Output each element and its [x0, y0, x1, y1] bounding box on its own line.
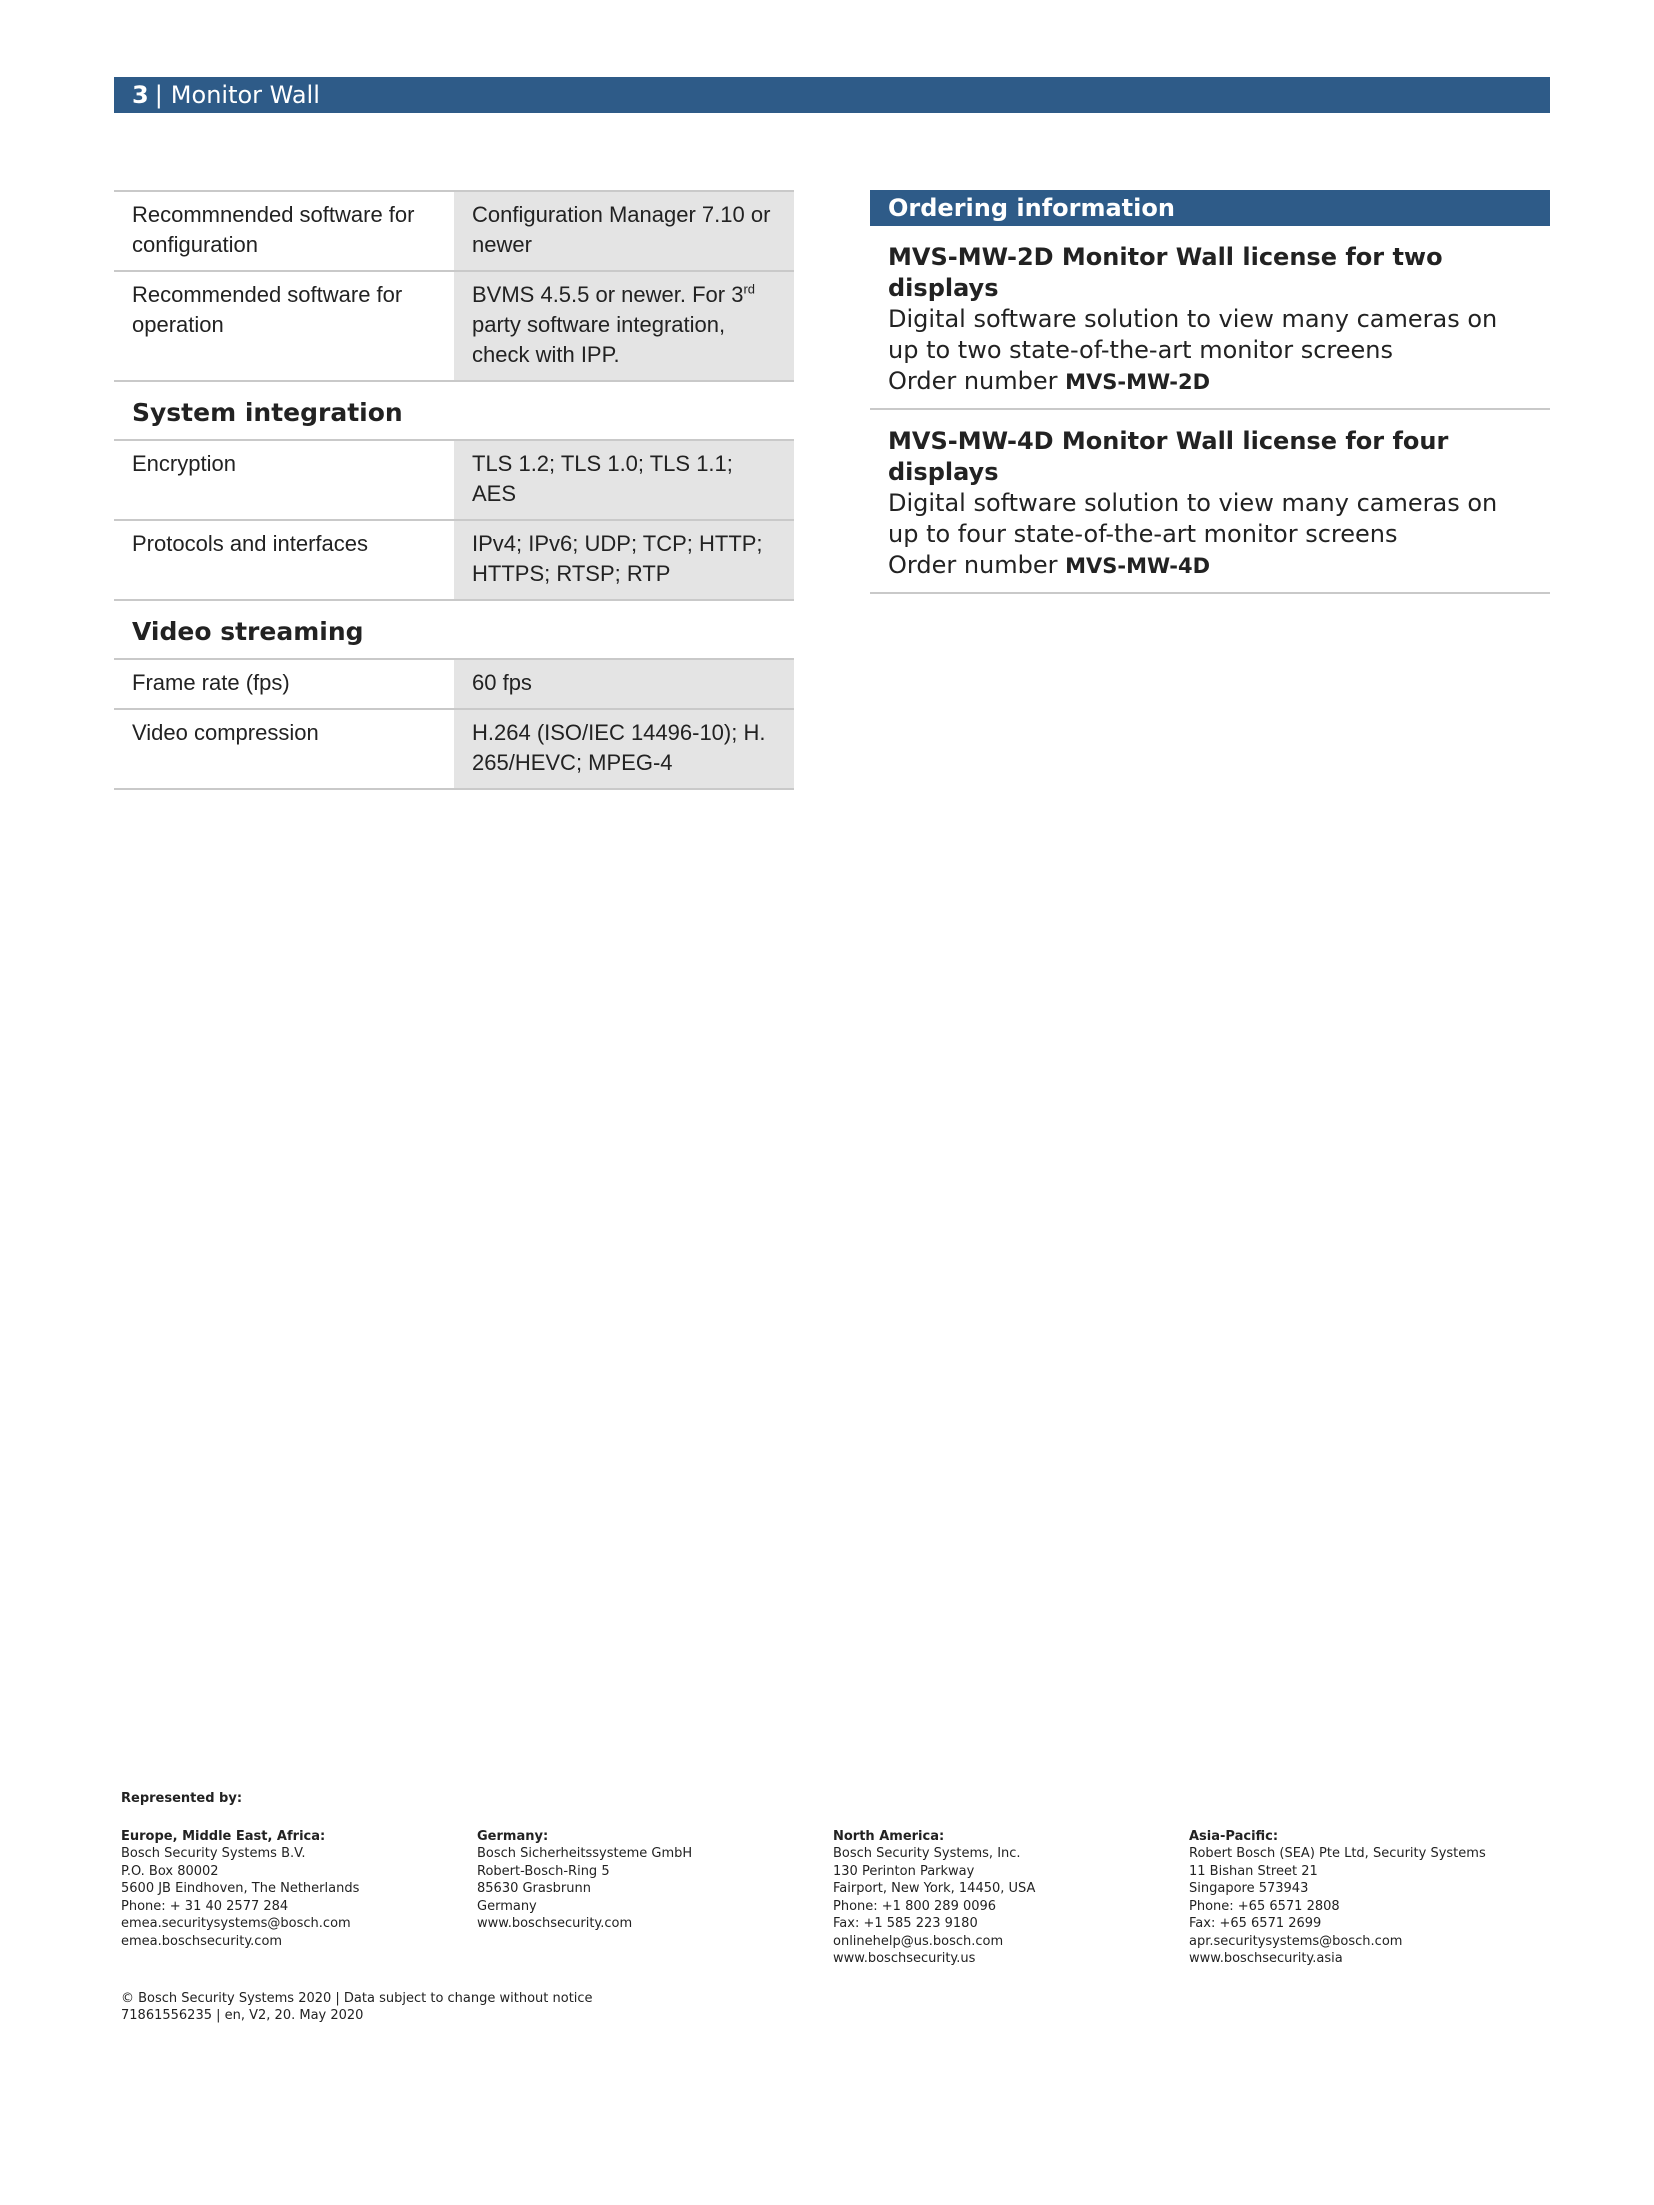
- page-header: [114, 77, 1550, 113]
- spec-value-part2: party software integration, check with IPP.: [472, 312, 726, 367]
- spec-row-config-software: [114, 190, 794, 270]
- contact-website: www.boschsecurity.asia: [1189, 1951, 1343, 1966]
- region-heading: North America:: [833, 1828, 945, 1844]
- order-item-description: Digital software solution to view many cameras on up to two state-of-the-art monitor screens: [888, 305, 1498, 364]
- contact-line: Bosch Sicherheitssysteme GmbH: [477, 1846, 693, 1861]
- contact-line: 11 Bishan Street 21: [1189, 1863, 1318, 1879]
- contact-line: Bosch Security Systems, Inc.: [833, 1846, 1021, 1861]
- spec-label: Video compression: [132, 720, 319, 745]
- contact-website: emea.boschsecurity.com: [121, 1933, 283, 1949]
- section-heading-system-integration: System integration: [114, 380, 794, 439]
- spec-value: [454, 272, 794, 380]
- ordering-title: Ordering information: [870, 190, 1550, 226]
- contact-line: 85630 Grasbrunn: [477, 1881, 591, 1896]
- spec-row-frame-rate: [114, 658, 794, 708]
- contact-website: www.boschsecurity.com: [477, 1916, 633, 1931]
- spec-label: Recommended software for operation: [132, 282, 403, 337]
- contact-line: Fax: +65 6571 2699: [1189, 1916, 1322, 1931]
- spec-label: Encryption: [132, 451, 236, 476]
- region-heading: Europe, Middle East, Africa:: [121, 1828, 326, 1844]
- header-separator: |: [154, 81, 163, 109]
- contact-line: 5600 JB Eindhoven, The Netherlands: [121, 1881, 360, 1896]
- contact-line: Bosch Security Systems B.V.: [121, 1846, 306, 1861]
- contact-website: www.boschsecurity.us: [833, 1951, 976, 1966]
- regional-contacts: [121, 1828, 1551, 1968]
- order-number: MVS-MW-4D: [1065, 554, 1211, 578]
- order-number-line: [888, 366, 1532, 398]
- section-heading-video-streaming: Video streaming: [114, 599, 794, 658]
- ordering-information: [870, 190, 1550, 594]
- contact-email: emea.securitysystems@bosch.com: [121, 1916, 351, 1931]
- spec-value: Configuration Manager 7.10 or newer: [454, 192, 794, 270]
- region-emea: [121, 1828, 477, 1968]
- spec-value: 60 fps: [454, 660, 794, 708]
- spec-label: Recommnended software for configuration: [132, 202, 415, 257]
- contact-line: Phone: +1 800 289 0096: [833, 1898, 997, 1914]
- order-number-line: [888, 550, 1532, 582]
- region-germany: [477, 1828, 833, 1968]
- spec-table: [114, 190, 794, 790]
- contact-email: onlinehelp@us.bosch.com: [833, 1933, 1004, 1949]
- contact-line: P.O. Box 80002: [121, 1863, 219, 1879]
- order-item: [870, 226, 1550, 410]
- spec-value: TLS 1.2; TLS 1.0; TLS 1.1; AES: [454, 441, 794, 519]
- document-id: 71861556235 | en, V2, 20. May 2020: [121, 2008, 364, 2023]
- contact-line: 130 Perinton Parkway: [833, 1863, 975, 1879]
- spec-row-video-compression: [114, 708, 794, 790]
- region-heading: Asia-Pacific:: [1189, 1828, 1279, 1844]
- footer: [121, 1790, 1551, 2025]
- region-north-america: [833, 1828, 1189, 1968]
- order-number-label: Order number: [888, 367, 1066, 395]
- contact-line: Germany: [477, 1898, 537, 1914]
- contact-email: apr.securitysystems@bosch.com: [1189, 1933, 1403, 1949]
- order-number: MVS-MW-2D: [1065, 370, 1211, 394]
- spec-value-superscript: rd: [743, 281, 756, 297]
- contact-line: Singapore 573943: [1189, 1881, 1309, 1896]
- spec-label: Frame rate (fps): [132, 670, 290, 695]
- spec-row-operation-software: [114, 270, 794, 380]
- contact-line: Robert Bosch (SEA) Pte Ltd, Security Systems: [1189, 1846, 1486, 1861]
- represented-by-label: Represented by:: [121, 1791, 243, 1806]
- order-item-description: Digital software solution to view many cameras on up to four state-of-the-art monitor screens: [888, 489, 1498, 548]
- spec-row-protocols: [114, 519, 794, 599]
- contact-line: Robert-Bosch-Ring 5: [477, 1863, 610, 1879]
- order-number-label: Order number: [888, 551, 1066, 579]
- region-heading: Germany:: [477, 1828, 549, 1844]
- page-number: 3: [132, 81, 149, 109]
- spec-value-part1: BVMS 4.5.5 or newer. For 3: [472, 282, 744, 307]
- contact-line: Fairport, New York, 14450, USA: [833, 1881, 1036, 1896]
- contact-line: Fax: +1 585 223 9180: [833, 1916, 978, 1931]
- spec-label: Protocols and interfaces: [132, 531, 369, 556]
- page-title: Monitor Wall: [170, 81, 320, 109]
- region-asia-pacific: [1189, 1828, 1545, 1968]
- contact-line: Phone: + 31 40 2577 284: [121, 1898, 289, 1914]
- spec-row-encryption: [114, 439, 794, 519]
- contact-line: Phone: +65 6571 2808: [1189, 1898, 1340, 1914]
- order-item-name: MVS-MW-2D Monitor Wall license for two displays: [888, 243, 1443, 302]
- order-item-name: MVS-MW-4D Monitor Wall license for four displays: [888, 427, 1449, 486]
- order-item: [870, 410, 1550, 594]
- spec-value: H.264 (ISO/IEC 14496-10); H. 265/HEVC; MPEG-4: [454, 710, 794, 788]
- copyright: © Bosch Security Systems 2020 | Data subject to change without notice: [121, 1990, 593, 2006]
- spec-value: IPv4; IPv6; UDP; TCP; HTTP; HTTPS; RTSP; RTP: [454, 521, 794, 599]
